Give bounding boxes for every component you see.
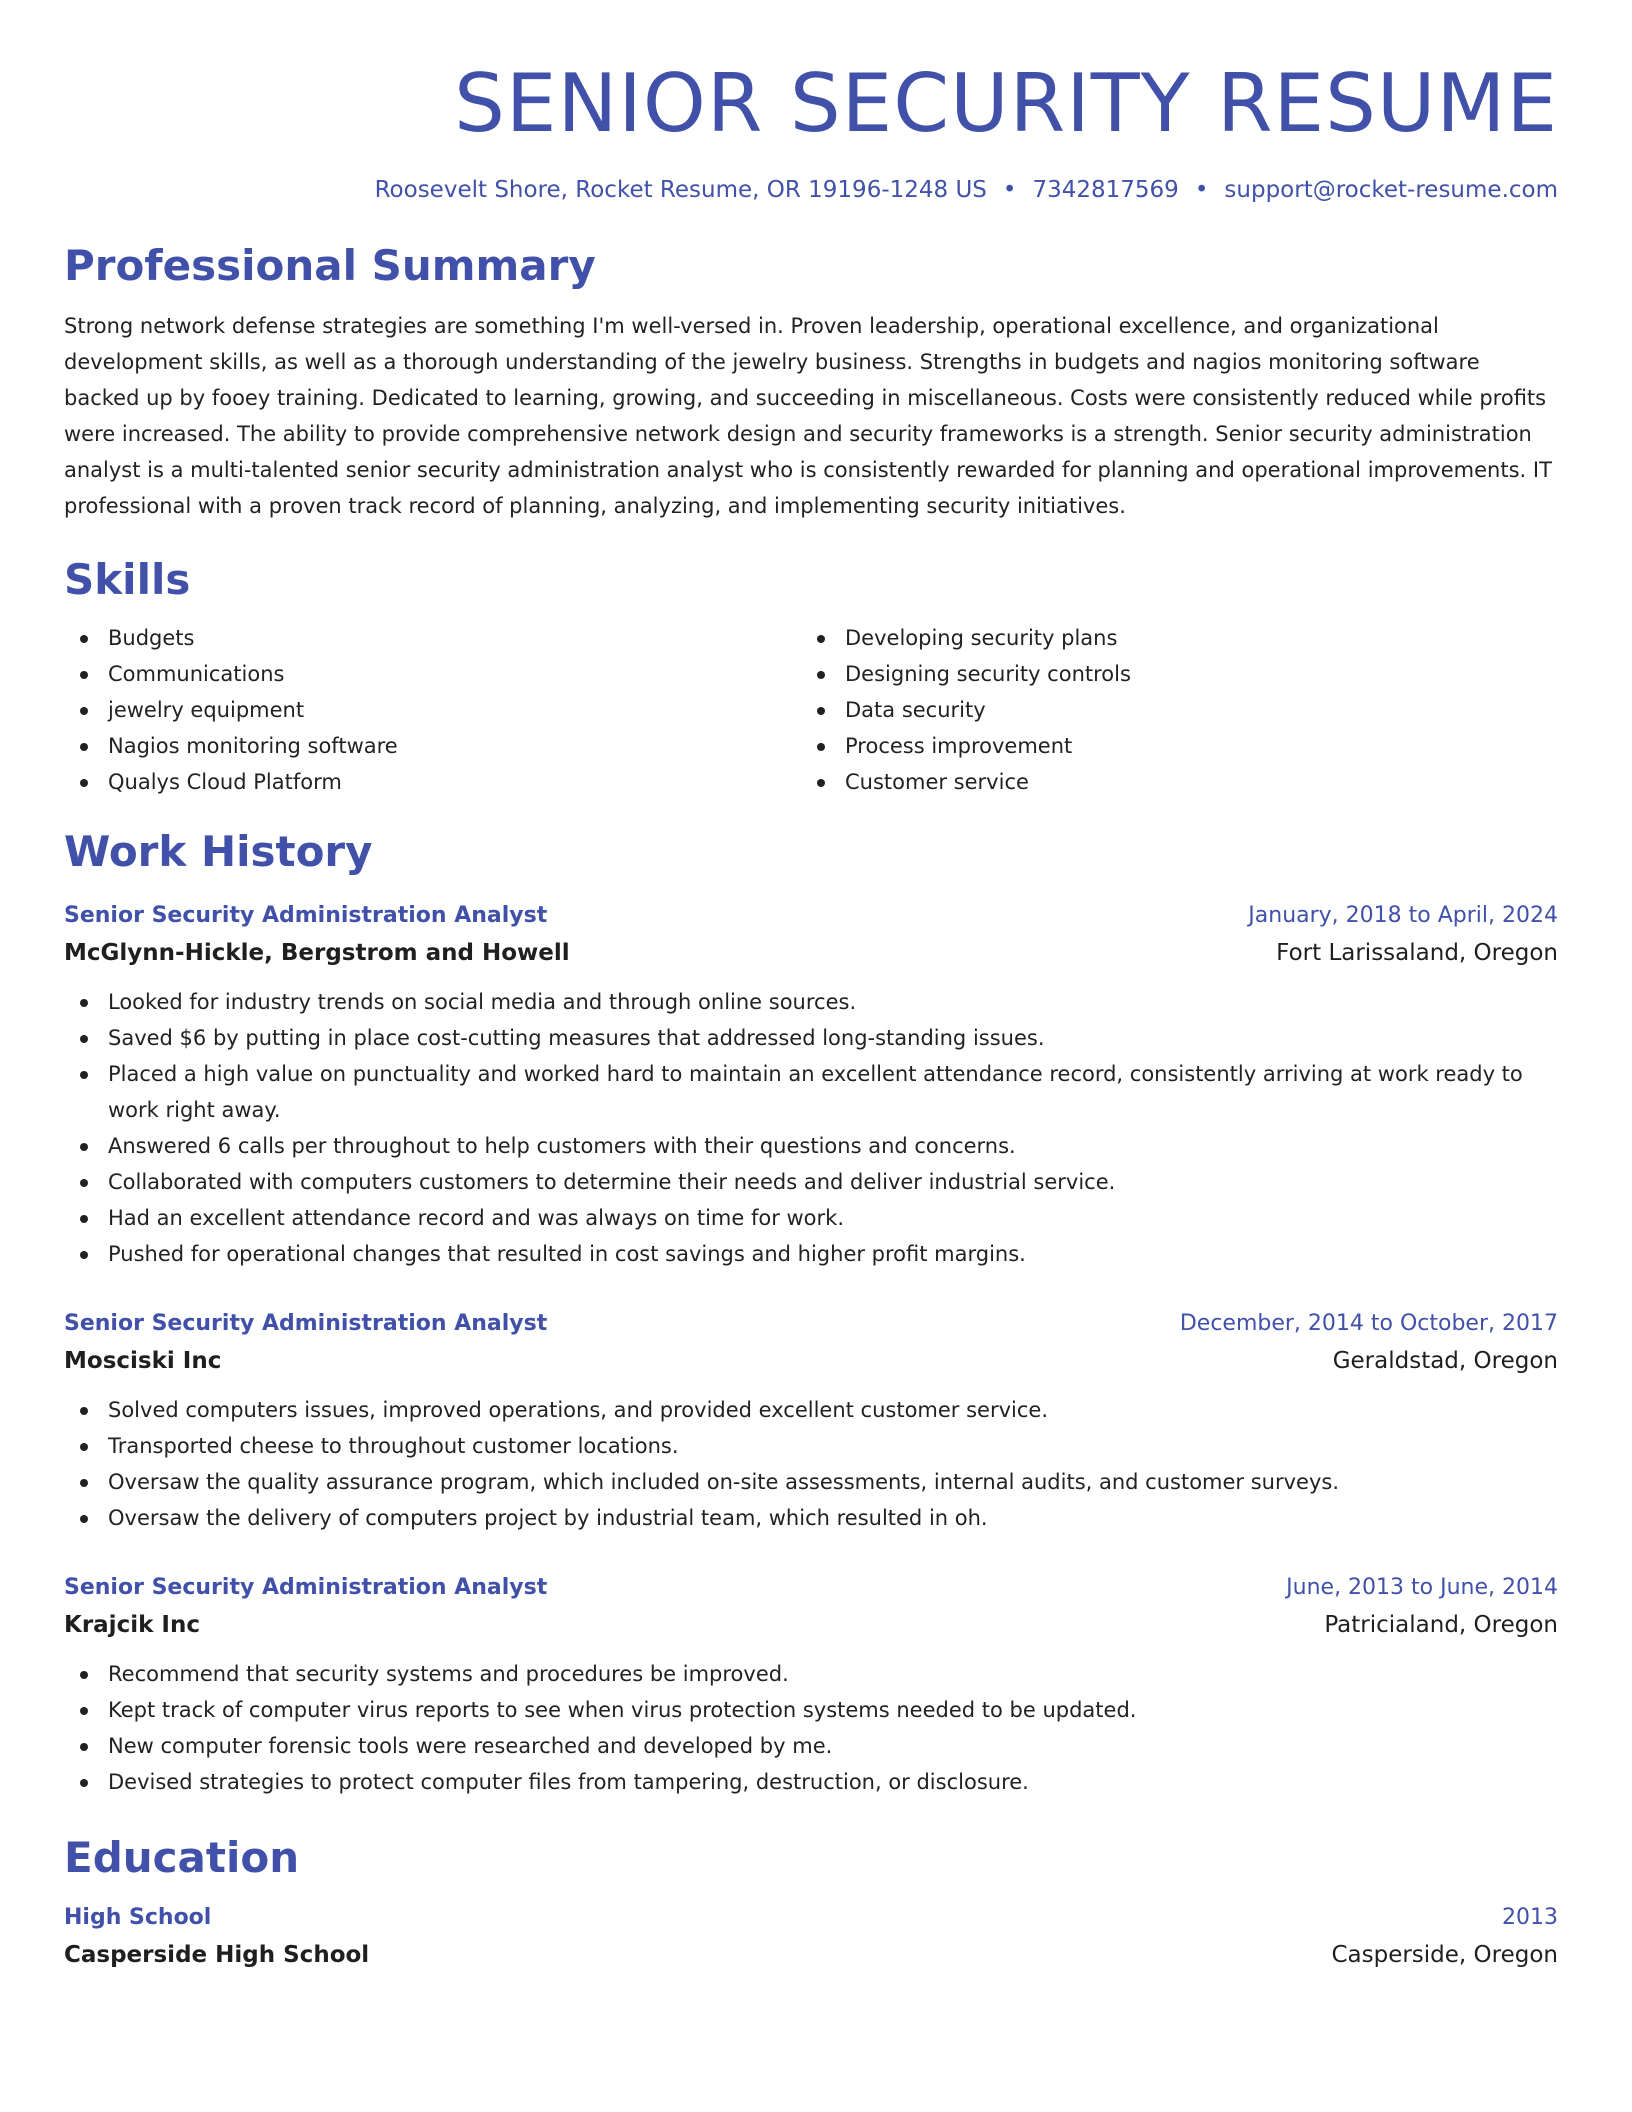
- job-company: McGlynn-Hickle, Bergstrom and Howell: [64, 940, 570, 966]
- skills-grid: [64, 620, 1558, 800]
- job-bullet: Transported cheese to throughout customer locations.: [64, 1428, 1558, 1464]
- education-header-row: [64, 1902, 1558, 1934]
- contact-phone: 7342817569: [1032, 177, 1179, 203]
- skill-item: Communications: [64, 656, 801, 692]
- job-bullet: Oversaw the quality assurance program, which included on-site assessments, internal audits, and customer surveys.: [64, 1464, 1558, 1500]
- job-bullet: New computer forensic tools were researched and developed by me.: [64, 1728, 1558, 1764]
- job-entry: [64, 1308, 1558, 1536]
- skill-item: Budgets: [64, 620, 801, 656]
- job-entry: [64, 900, 1558, 1272]
- job-dates: January, 2018 to April, 2024: [1248, 903, 1558, 928]
- job-company: Krajcik Inc: [64, 1612, 200, 1638]
- job-bullet: Recommend that security systems and procedures be improved.: [64, 1656, 1558, 1692]
- job-company-row: [64, 1340, 1558, 1378]
- job-dates: June, 2013 to June, 2014: [1286, 1575, 1558, 1600]
- resume-title: SENIOR SECURITY RESUME: [454, 57, 1558, 150]
- job-header-row: [64, 1572, 1558, 1604]
- summary-heading: Professional Summary: [64, 241, 596, 290]
- education-school-row: [64, 1934, 1558, 1972]
- education-degree: High School: [64, 1905, 212, 1930]
- education-location: Casperside, Oregon: [1331, 1942, 1558, 1968]
- job-bullets: [64, 984, 1558, 1272]
- job-bullet: Looked for industry trends on social media and through online sources.: [64, 984, 1558, 1020]
- job-bullet: Placed a high value on punctuality and worked hard to maintain an excellent attendance record, consistently arriving at work ready to work right away.: [64, 1056, 1558, 1128]
- job-location: Fort Larissaland, Oregon: [1276, 940, 1558, 966]
- skill-item: Customer service: [801, 764, 1538, 800]
- job-bullet: Kept track of computer virus reports to see when virus protection systems needed to be updated.: [64, 1692, 1558, 1728]
- skill-item: Data security: [801, 692, 1538, 728]
- job-company-row: [64, 932, 1558, 970]
- job-bullets: [64, 1392, 1558, 1536]
- job-title: Senior Security Administration Analyst: [64, 1311, 548, 1336]
- job-location: Patricialand, Oregon: [1324, 1612, 1558, 1638]
- job-bullet: Answered 6 calls per throughout to help customers with their questions and concerns.: [64, 1128, 1558, 1164]
- job-bullet: Solved computers issues, improved operations, and provided excellent customer service.: [64, 1392, 1558, 1428]
- skill-item: Designing security controls: [801, 656, 1538, 692]
- contact-line: [64, 174, 1558, 206]
- work-history-heading: Work History: [64, 827, 373, 876]
- job-bullets: [64, 1656, 1558, 1800]
- job-bullet: Had an excellent attendance record and was always on time for work.: [64, 1200, 1558, 1236]
- job-title: Senior Security Administration Analyst: [64, 1575, 548, 1600]
- education-entry: [64, 1902, 1558, 1972]
- education-school: Casperside High School: [64, 1942, 370, 1968]
- job-entry: [64, 1572, 1558, 1800]
- skill-item: Nagios monitoring software: [64, 728, 801, 764]
- skill-item: Process improvement: [801, 728, 1538, 764]
- skills-heading: Skills: [64, 555, 191, 604]
- contact-separator: •: [1194, 177, 1209, 203]
- job-bullet: Saved $6 by putting in place cost-cutting measures that addressed long-standing issues.: [64, 1020, 1558, 1056]
- resume-page: [64, 0, 1558, 1972]
- contact-address: Roosevelt Shore, Rocket Resume, OR 19196-1248 US: [374, 177, 987, 203]
- contact-email: support@rocket-resume.com: [1224, 177, 1558, 203]
- job-company-row: [64, 1604, 1558, 1642]
- education-year: 2013: [1502, 1905, 1558, 1930]
- job-company: Mosciski Inc: [64, 1348, 222, 1374]
- job-header-row: [64, 900, 1558, 932]
- contact-separator: •: [1002, 177, 1017, 203]
- job-location: Geraldstad, Oregon: [1332, 1348, 1558, 1374]
- skill-item: Qualys Cloud Platform: [64, 764, 801, 800]
- skill-item: jewelry equipment: [64, 692, 801, 728]
- education-heading: Education: [64, 1833, 300, 1882]
- job-bullet: Pushed for operational changes that resulted in cost savings and higher profit margins.: [64, 1236, 1558, 1272]
- skills-column-left: [64, 620, 801, 800]
- job-header-row: [64, 1308, 1558, 1340]
- job-bullet: Collaborated with computers customers to determine their needs and deliver industrial service.: [64, 1164, 1558, 1200]
- job-bullet: Oversaw the delivery of computers project by industrial team, which resulted in oh.: [64, 1500, 1558, 1536]
- summary-text: Strong network defense strategies are something I'm well-versed in. Proven leadership, operational excellence, and organizational development skills, as well as a thorough understanding of the jewelry business. Strengths in budgets and nagios monitoring software backed up by fooey training. Dedicated to learning, growing, and succeeding in miscellaneous. Costs were consistently reduced while profits were increased. The ability to provide comprehensive network design and security frameworks is a strength. Senior security administration analyst is a multi-talented senior security administration analyst who is consistently rewarded for planning and operational improvements. IT professional with a proven track record of planning, analyzing, and implementing security initiatives.: [64, 314, 1552, 518]
- skill-item: Developing security plans: [801, 620, 1538, 656]
- job-title: Senior Security Administration Analyst: [64, 903, 548, 928]
- skills-column-right: [801, 620, 1538, 800]
- job-bullet: Devised strategies to protect computer files from tampering, destruction, or disclosure.: [64, 1764, 1558, 1800]
- job-dates: December, 2014 to October, 2017: [1179, 1311, 1558, 1336]
